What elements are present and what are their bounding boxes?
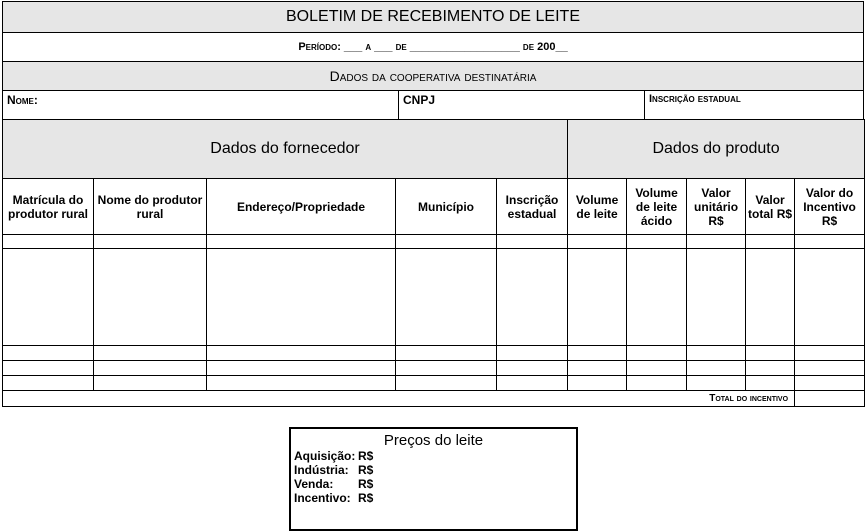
cnpj-label: CNPJ: [403, 93, 436, 107]
col-matricula: Matrícula do produtor rural: [3, 179, 94, 235]
total-value-cell[interactable]: [795, 391, 865, 407]
prices-list: [291, 449, 576, 505]
cooperative-fields-row: [2, 90, 864, 119]
col-valor-incentivo: Valor do Incentivo R$: [795, 179, 865, 235]
prices-box: [289, 427, 578, 531]
inscricao-field[interactable]: [645, 91, 863, 119]
form-title: BOLETIM DE RECEBIMENTO DE LEITE: [286, 8, 580, 25]
col-inscricao: Inscrição estadual: [497, 179, 568, 235]
milk-receipt-form: [2, 1, 864, 413]
inscricao-label: Inscrição estadual: [649, 93, 741, 105]
price-label: Indústria:: [294, 463, 349, 477]
price-label: Incentivo:: [294, 491, 351, 505]
col-endereco: Endereço/Propriedade: [207, 179, 396, 235]
column-header-row: [3, 179, 865, 235]
price-item-incentivo: [294, 491, 576, 505]
prices-title: Preços do leite: [383, 432, 484, 449]
nome-label: Nome:: [7, 93, 38, 107]
nome-field[interactable]: [3, 91, 399, 119]
price-currency: R$: [358, 463, 374, 477]
table-row[interactable]: [3, 346, 865, 361]
price-item-venda: [294, 477, 576, 491]
cooperative-header-bar: [2, 61, 864, 90]
section-supplier: Dados do fornecedor: [3, 120, 568, 179]
total-label: Total do incentivo: [709, 393, 789, 404]
period-row: [2, 32, 864, 61]
col-valor-unitario: Valor unitário R$: [687, 179, 746, 235]
price-currency: R$: [358, 449, 374, 463]
section-header-row: [3, 120, 865, 179]
col-municipio: Município: [396, 179, 497, 235]
total-label-cell: [3, 391, 795, 407]
col-valor-total: Valor total R$: [746, 179, 795, 235]
table-row[interactable]: [3, 235, 865, 249]
table-row[interactable]: [3, 376, 865, 391]
total-row: [3, 391, 865, 407]
form-title-bar: [2, 1, 864, 32]
price-label: Venda:: [294, 477, 334, 491]
period-line: Período: ___ a ___ de __________________ de 200__: [298, 41, 568, 53]
cooperative-header: Dados da cooperativa destinatária: [329, 68, 537, 84]
price-item-industria: [294, 463, 576, 477]
price-currency: R$: [358, 491, 374, 505]
col-volume-acido: Volume de leite ácido: [627, 179, 687, 235]
cnpj-field[interactable]: [399, 91, 645, 119]
table-row[interactable]: [3, 249, 865, 346]
section-product: Dados do produto: [568, 120, 865, 179]
price-label: Aquisição:: [294, 449, 356, 463]
price-item-aquisicao: [294, 449, 576, 463]
table-row[interactable]: [3, 361, 865, 376]
col-volume: Volume de leite: [568, 179, 627, 235]
supplier-product-table: [2, 119, 865, 407]
price-currency: R$: [358, 477, 374, 491]
col-nome: Nome do produtor rural: [94, 179, 207, 235]
